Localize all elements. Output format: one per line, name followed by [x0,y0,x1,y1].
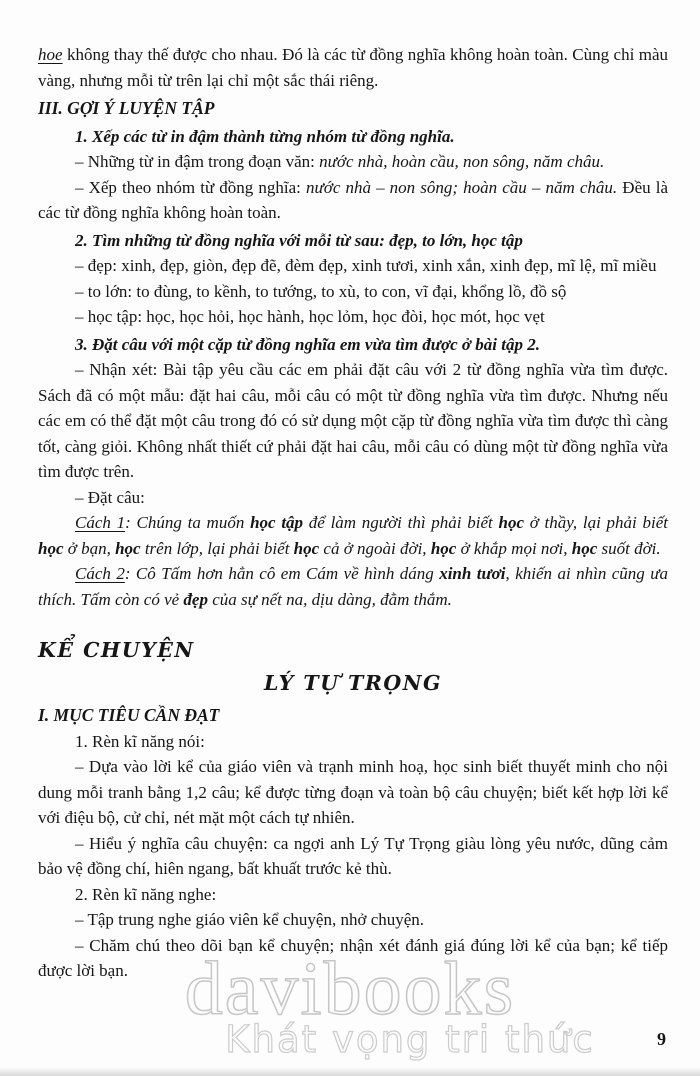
paragraph-ex2-dep: – đẹp: xinh, đẹp, giòn, đẹp đẽ, đèm đẹp, xinh tươi, xinh xắn, xinh đẹp, mĩ lệ, mĩ miều [75,256,657,275]
heading-goi-y-luyen-tap: III. GỢI Ý LUYỆN TẬP [38,98,215,118]
paragraph-ex2-to-lon: – to lớn: to đùng, to kềnh, to tướng, to xù, to con, vĩ đại, khổng lồ, đồ sộ [75,281,567,301]
paragraph-ex3-dat-cau: – Đặt câu: [75,487,145,507]
heading-ly-tu-trong: LÝ TỰ TRỌNG [263,670,443,695]
heading-muc-tieu-can-dat: I. MỤC TIÊU CẦN ĐẠT [38,705,220,725]
watermark-brand: davibooks [184,947,516,1031]
heading-exercise-3: 3. Đặt câu với một cặp từ đồng nghĩa em vừa tìm được ở bài tập 2. [75,334,540,354]
paragraph-ren-ki-nang-noi: 1. Rèn kĩ năng nói: [75,731,205,751]
paragraph-ex1-bold-words: – Những từ in đậm trong đoạn văn: nước nhà, hoàn cầu, non sông, năm châu. [75,152,605,171]
paragraph-noi-item-1: – Dựa vào lời kể của giáo viên và trạnh minh hoạ, học sinh biết thuyết minh cho nội dung mỗi tranh bằng 1,2 câu; kể được từng đoạn và toàn bộ câu chuyện; biết kết hợp lời kể với điệu bộ, cử chỉ, nét mặt một cách tự nhiên. [38,757,668,827]
paragraph-ex3-comment: – Nhận xét: Bài tập yêu cầu các em phải đặt câu với 2 từ đồng nghĩa vừa tìm được. Sách đã có một mẫu: đặt hai câu, mỗi câu có một từ đồng nghĩa vừa tìm được. Nhưng nếu các em có thể đặt một câu trong đó có sử dụng một cặp từ đồng nghĩa vừa tìm được thì càng tốt, càng giỏi. Không nhất thiết cứ phải đặt hai câu, mỗi câu có dùng một từ đồng nghĩa vừa tìm được trên. [38,360,668,481]
heading-ke-chuyen: KỂ CHUYỆN [38,638,195,662]
page-number: 9 [657,1029,666,1049]
paragraph-intro-continued: hoe không thay thế được cho nhau. Đó là các từ đồng nghĩa không hoàn toàn. Cùng chỉ màu vàng, nhưng mỗi từ trên lại chỉ một sắc thái riêng. [38,45,668,90]
heading-exercise-1: 1. Xếp các từ in đậm thành từng nhóm từ đồng nghĩa. [75,126,455,146]
paragraph-nghe-item-1: – Tập trung nghe giáo viên kể chuyện, nhở chuyện. [75,910,425,929]
paragraph-ren-ki-nang-nghe: 2. Rèn kĩ năng nghe: [75,884,217,904]
paragraph-cach-2: Cách 2: Cô Tấm hơn hẳn cô em Cám về hình dáng xinh tươi, khiến ai nhìn cũng ưa thích. Tấm còn có vẻ đẹp của sự nết na, dịu dàng, đằm thắm. [38,564,669,609]
paragraph-ex1-groups: – Xếp theo nhóm từ đồng nghĩa: nước nhà – non sông; hoàn cầu – năm châu. Đều là các từ đồng nghĩa không hoàn toàn. [38,177,668,222]
paragraph-noi-item-2: – Hiểu ý nghĩa câu chuyện: ca ngợi anh Lý Tự Trọng giàu lòng yêu nước, dũng cảm bảo vệ đồng chí, hiên ngang, bất khuất trước kẻ thù. [38,833,668,878]
page-content [38,42,668,984]
watermark-slogan: Khát vọng tri thức [225,1018,595,1061]
paragraph-nghe-item-2: – Chăm chú theo dõi bạn kể chuyện; nhận xét đánh giá đúng lời kể của bạn; kể tiếp được lời bạn. [38,935,668,980]
paragraph-ex2-hoc-tap: – học tập: học, học hỏi, học hành, học lỏm, học đòi, học mót, học vẹt [75,307,545,326]
paragraph-cach-1: Cách 1: Chúng ta muốn học tập để làm người thì phải biết học ở thầy, lại phải biết học ở bạn, học trên lớp, lại phải biết học cả ở ngoài đời, học ở khắp mọi nơi, học suốt đời. [38,513,668,558]
heading-exercise-2: 2. Tìm những từ đồng nghĩa với mỗi từ sau: đẹp, to lớn, học tập [75,230,523,250]
